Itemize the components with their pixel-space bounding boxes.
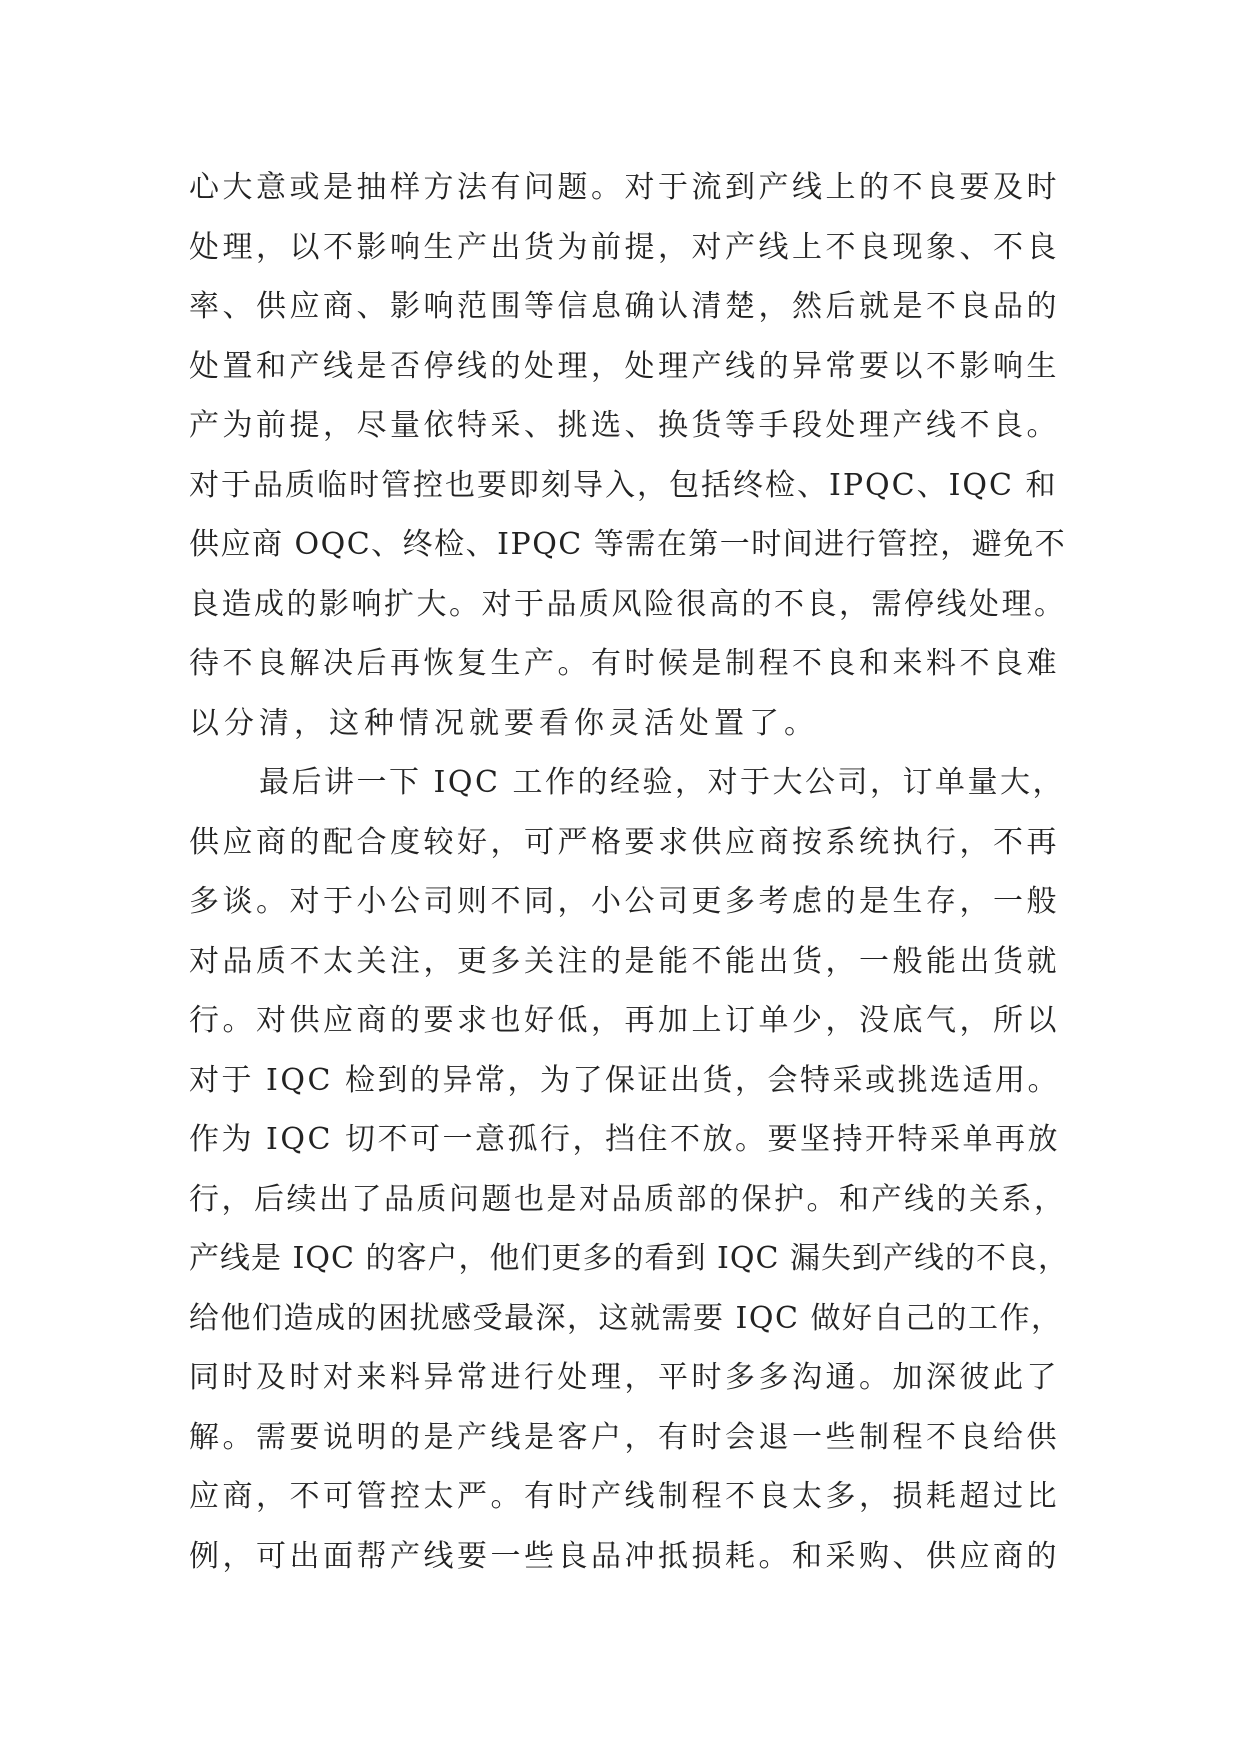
text-line: 最后讲一下 IQC 工作的经验，对于大公司，订单量大， [259,765,1065,800]
paragraph [189,753,1069,1586]
text-line: 率、供应商、影响范围等信息确认清楚，然后就是不良品的 [189,289,1060,324]
text-line: 对品质不太关注，更多关注的是能不能出货，一般能出货就 [189,943,1060,979]
text-line: 供应商的配合度较好，可严格要求供应商按系统执行，不再 [189,824,1060,860]
paragraph [189,158,1069,753]
text-line: 产线是 IQC 的客户，他们更多的看到 IQC 漏失到产线的不良， [189,1241,1069,1276]
text-line: 良造成的影响扩大。对于品质风险很高的不良，需停线处理。 [189,586,1067,622]
text-line: 行，后续出了品质问题也是对品质部的保护。和产线的关系， [189,1181,1067,1217]
text-line: 行。对供应商的要求也好低，再加上订单少，没底气，所以 [189,1003,1060,1038]
text-line: 对于 IQC 检到的异常，为了保证出货，会特采或挑选适用。 [189,1062,1060,1098]
text-line: 应商，不可管控太严。有时产线制程不良太多，损耗超过比 [189,1479,1060,1514]
text-line: 作为 IQC 切不可一意孤行，挡住不放。要坚持开特采单再放 [189,1122,1060,1157]
text-line: 心大意或是抽样方法有问题。对于流到产线上的不良要及时 [189,170,1060,205]
text-line: 同时及时对来料异常进行处理，平时多多沟通。加深彼此了 [189,1360,1060,1395]
text-line: 产为前提，尽量依特采、挑选、换货等手段处理产线不良。 [189,408,1060,443]
text-line: 解。需要说明的是产线是客户，有时会退一些制程不良给供 [189,1419,1060,1455]
text-line: 待不良解决后再恢复生产。有时候是制程不良和来料不良难 [189,646,1060,681]
text-line: 以分清，这种情况就要看你灵活处置了。 [189,705,819,741]
text-line: 例，可出面帮产线要一些良品冲抵损耗。和采购、供应商的 [189,1538,1060,1574]
text-line: 给他们造成的困扰感受最深，这就需要 IQC 做好自己的工作， [189,1300,1063,1336]
text-line: 处置和产线是否停线的处理，处理产线的异常要以不影响生 [189,348,1060,384]
body-text [189,158,1069,1586]
text-line: 处理，以不影响生产出货为前提，对产线上不良现象、不良 [189,229,1060,265]
text-line: 对于品质临时管控也要即刻导入，包括终检、IPQC、IQC 和 [189,467,1058,503]
text-line: 供应商 OQC、终检、IPQC 等需在第一时间进行管控，避免不 [189,527,1067,562]
text-line: 多谈。对于小公司则不同，小公司更多考虑的是生存，一般 [189,884,1060,919]
